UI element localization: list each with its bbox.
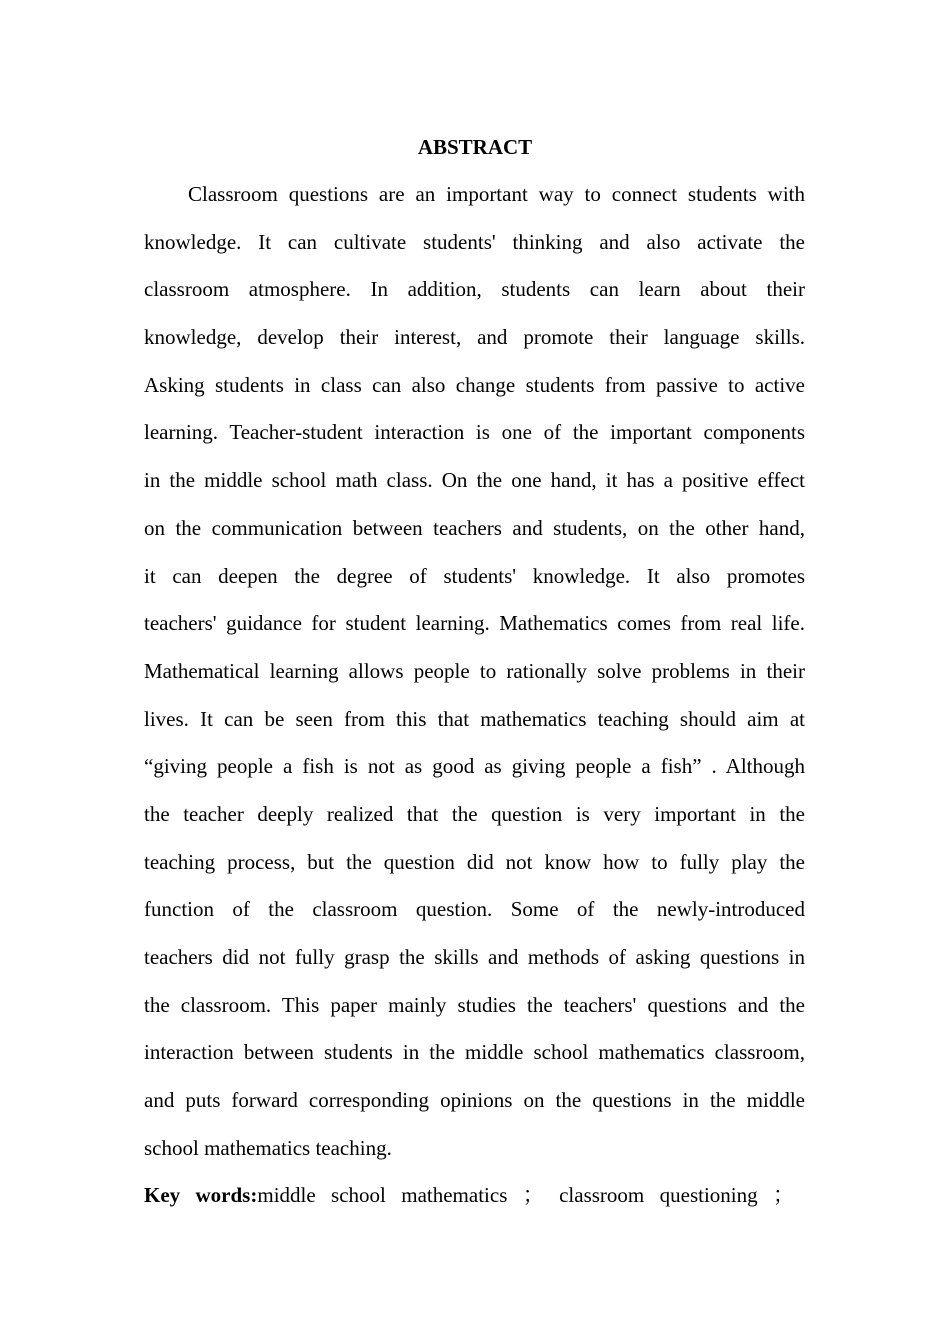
text-line: knowledge. It can cultivate students' thinking and also activate the: [144, 229, 805, 254]
text-line: learning. Teacher-student interaction is one of the important components: [144, 420, 805, 445]
text-line: Classroom questions are an important way to connect students with: [188, 182, 805, 206]
text-line: teachers' guidance for student learning. Mathematics comes from real life.: [144, 611, 805, 636]
text-line: classroom atmosphere. In addition, students can learn about their: [144, 277, 805, 302]
text-line: the teacher deeply realized that the question is very important in the: [144, 801, 805, 826]
text-line: teachers did not fully grasp the skills and methods of asking questions in: [144, 945, 805, 969]
keywords-line: [144, 1172, 794, 1220]
keywords-text: middle school mathematics ； classroom questioning ；: [257, 1183, 794, 1208]
text-line: it can deepen the degree of students' knowledge. It also promotes: [144, 563, 805, 588]
text-line: teaching process, but the question did not know how to fully play the: [144, 849, 805, 874]
abstract-paragraph: [144, 171, 805, 1172]
text-line: and puts forward corresponding opinions on the questions in the middle: [144, 1088, 805, 1113]
text-line: Asking students in class can also change students from passive to active: [144, 372, 805, 397]
text-line: lives. It can be seen from this that mathematics teaching should aim at: [144, 706, 805, 731]
abstract-body: [144, 171, 805, 1220]
text-line: interaction between students in the middle school mathematics classroom,: [144, 1040, 805, 1065]
text-line: knowledge, develop their interest, and promote their language skills.: [144, 325, 805, 350]
keywords-label: Key words:: [144, 1183, 258, 1208]
text-line: Mathematical learning allows people to rationally solve problems in their: [144, 658, 805, 683]
text-line: function of the classroom question. Some of the newly-introduced: [144, 897, 805, 922]
text-line: the classroom. This paper mainly studies the teachers' questions and the: [144, 992, 805, 1017]
text-line: school mathematics teaching.: [144, 1135, 392, 1160]
text-line: in the middle school math class. On the one hand, it has a positive effect: [144, 468, 805, 493]
text-line: on the communication between teachers and students, on the other hand,: [144, 515, 805, 540]
abstract-heading: ABSTRACT: [417, 135, 533, 159]
text-line: “giving people a fish is not as good as giving people a fish” . Although: [144, 754, 805, 779]
